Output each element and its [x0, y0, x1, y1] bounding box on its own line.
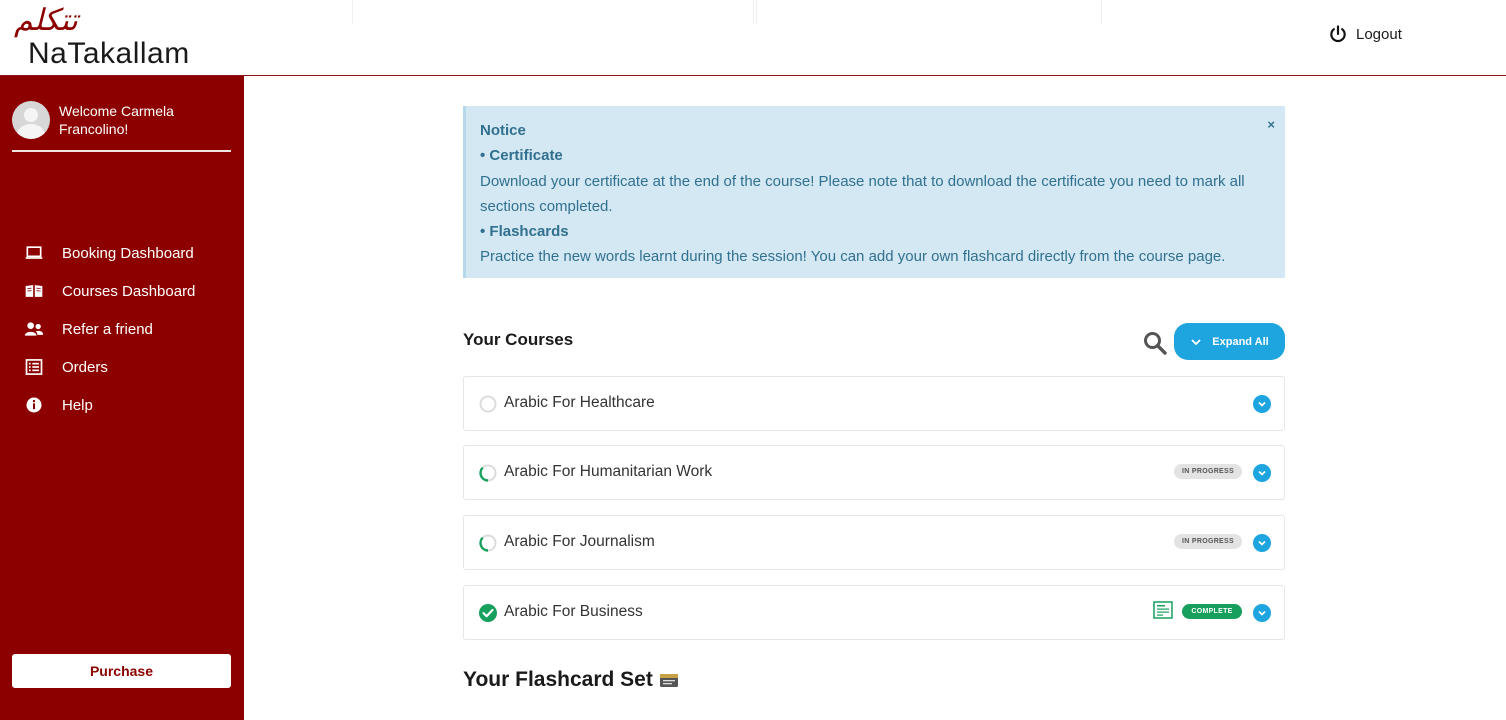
- purchase-button[interactable]: Purchase: [12, 654, 231, 688]
- top-header: [0, 0, 1506, 76]
- course-row[interactable]: [463, 515, 1285, 570]
- list-icon: [22, 355, 46, 379]
- search-icon[interactable]: [1142, 330, 1168, 356]
- in-progress-status-icon: [478, 533, 498, 553]
- notice-close-button[interactable]: ×: [1267, 117, 1275, 132]
- chevron-down-icon: [1190, 336, 1202, 348]
- sidebar-item-label: Help: [62, 396, 93, 414]
- sidebar-item-label: Refer a friend: [62, 320, 153, 338]
- expand-all-button[interactable]: [1174, 323, 1285, 360]
- sidebar-item-booking-dashboard[interactable]: [0, 234, 244, 272]
- course-row[interactable]: [463, 585, 1285, 640]
- sidebar-item-help[interactable]: [0, 386, 244, 424]
- chevron-down-icon[interactable]: [1253, 604, 1271, 622]
- sidebar-item-label: Courses Dashboard: [62, 282, 196, 300]
- users-icon: [22, 317, 46, 341]
- logout-label: Logout: [1356, 25, 1402, 43]
- flashcards-heading: [463, 668, 679, 692]
- notice-item-flashcards-title: • Flashcards: [480, 223, 569, 241]
- info-icon: [22, 393, 46, 417]
- sidebar-item-courses-dashboard[interactable]: [0, 272, 244, 310]
- check-circle-icon: [478, 603, 498, 623]
- logo-arabic-text: تتكلم: [14, 3, 78, 38]
- course-name: Arabic For Healthcare: [504, 394, 655, 411]
- notice-title: Notice: [480, 122, 526, 139]
- card-index-icon: [659, 672, 679, 688]
- chevron-down-icon[interactable]: [1253, 464, 1271, 482]
- logo-text: NaTakallam: [28, 37, 190, 70]
- user-block: [12, 100, 231, 152]
- sidebar: [0, 76, 244, 720]
- notice-item-flashcards-text: Practice the new words learnt during the session! You can add your own flashcard directly from the course page.: [480, 248, 1226, 266]
- book-icon: [22, 279, 46, 303]
- course-name: Arabic For Journalism: [504, 533, 655, 550]
- logout-button[interactable]: [1328, 22, 1402, 46]
- expand-all-label: Expand All: [1212, 335, 1269, 348]
- natakallam-logo[interactable]: [12, 4, 190, 72]
- courses-heading: Your Courses: [463, 330, 574, 349]
- chevron-down-icon[interactable]: [1253, 534, 1271, 552]
- course-row[interactable]: [463, 445, 1285, 500]
- sidebar-item-refer-a-friend[interactable]: [0, 310, 244, 348]
- welcome-text: Welcome Carmela Francolino!: [59, 103, 174, 137]
- certificate-icon[interactable]: [1153, 601, 1173, 619]
- status-badge: IN PROGRESS: [1174, 534, 1242, 549]
- flashcards-title: Your Flashcard Set: [463, 668, 653, 691]
- sidebar-nav: [0, 234, 244, 424]
- status-badge: COMPLETE: [1182, 604, 1242, 619]
- sidebar-item-label: Booking Dashboard: [62, 244, 194, 262]
- sidebar-item-orders[interactable]: [0, 348, 244, 386]
- notice-item-certificate-title: • Certificate: [480, 147, 563, 165]
- status-badge: IN PROGRESS: [1174, 464, 1242, 479]
- in-progress-status-icon: [478, 463, 498, 483]
- avatar: [12, 101, 50, 139]
- power-icon: [1328, 24, 1348, 44]
- laptop-icon: [22, 241, 46, 265]
- notice-item-certificate-text: Download your certificate at the end of the course! Please note that to download the certificate you need to mark all sections completed.: [480, 172, 1245, 215]
- header-tab: [352, 0, 754, 24]
- chevron-down-icon[interactable]: [1253, 395, 1271, 413]
- course-name: Arabic For Business: [504, 603, 643, 620]
- course-row[interactable]: [463, 376, 1285, 431]
- header-tab: [756, 0, 1102, 24]
- notice-alert: [463, 106, 1285, 278]
- sidebar-item-label: Orders: [62, 358, 108, 376]
- course-name: Arabic For Humanitarian Work: [504, 463, 713, 480]
- not-started-status-icon: [478, 394, 498, 414]
